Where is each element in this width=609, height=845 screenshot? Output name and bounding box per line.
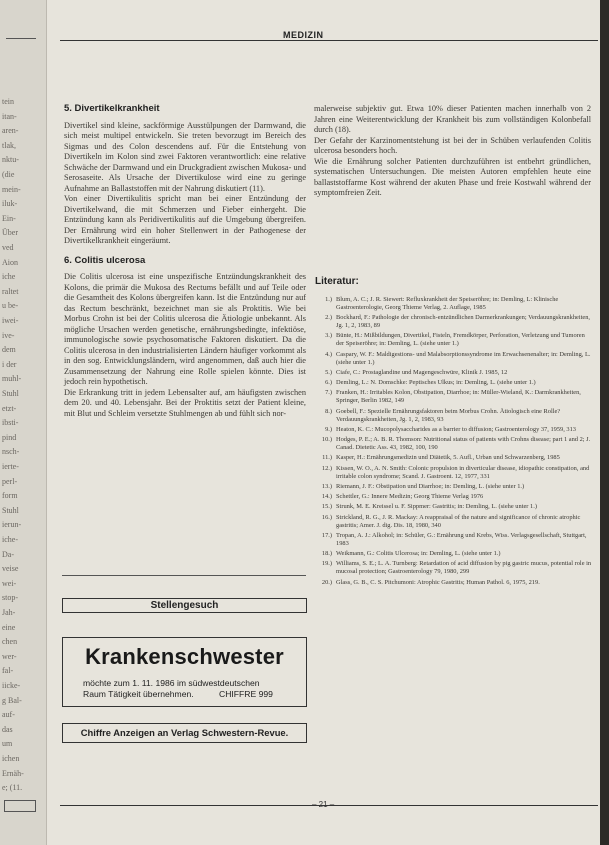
- ad-text-line: Raum Tätigkeit übernehmen.: [83, 689, 194, 699]
- reference-item: [314, 514, 592, 530]
- reference-text: Ciafe, C.: Prostaglandine und Magengeschwüre, Klinik J. 1985, 12: [336, 368, 508, 376]
- reference-item: [314, 369, 592, 377]
- reference-number: 3.): [325, 332, 332, 340]
- reference-item: [314, 532, 592, 548]
- reference-number: 5.): [325, 368, 332, 376]
- right-column: [314, 104, 591, 199]
- previous-page-text: Ein-: [2, 213, 16, 223]
- previous-page-text: iicke-: [2, 681, 21, 690]
- reference-item: [314, 436, 592, 452]
- reference-number: 9.): [325, 425, 332, 433]
- literature-heading: Literatur:: [315, 276, 359, 287]
- previous-page-text: auf-: [2, 710, 15, 720]
- reference-item: [314, 493, 592, 501]
- previous-page-text: (die: [2, 170, 15, 179]
- previous-page-text: nktu-: [2, 155, 19, 165]
- previous-page-text: ibsti-: [2, 418, 19, 428]
- previous-page-text: tein: [2, 97, 14, 106]
- previous-page-text: pind: [2, 432, 17, 442]
- paragraph: Divertikel sind kleine, sackförmige Ausstülpungen der Darmwand, die sich meist multipel entwickeln. Sie treten bevorzugt im Bereich des Sigmas und des Colon descendens auf. Für die Entstehung von Divertikeln im Kolon sind zwei Faktoren verantwortlich: eine relative Schwäche der Darmwand und ein Druckgradient zwischen Mukosa- und Serosaseite. Als Ursache der Divertikulose wird eine zu geringe Aufnahme an Ballaststoffen mit der Nahrung diskutiert (11).: [64, 120, 306, 193]
- reference-number: 12.): [321, 464, 332, 472]
- previous-page-text: raltet: [2, 286, 19, 296]
- reference-number: 1.): [325, 296, 332, 303]
- paragraph: Der Gefahr der Karzinomentstehung ist bei der in Schüben verlaufenden Colitis ulcerosa besonders hoch.: [314, 135, 591, 155]
- reference-text: Franken, H.: Irritables Kolon, Obstipation, Diarrhoe; in: Müller-Wieland, K.: Darmkrankheiten, Springer, Berlin 1982, 149: [336, 389, 581, 405]
- reference-number: 16.): [321, 513, 332, 521]
- previous-page-text: veise: [2, 564, 19, 574]
- previous-page-text: Da-: [2, 549, 14, 559]
- reference-item: [314, 314, 592, 330]
- reference-item: [314, 550, 592, 558]
- reference-number: 7.): [325, 389, 332, 397]
- previous-page-text: e; (11.: [2, 783, 23, 793]
- previous-page-text: Jah-: [2, 608, 16, 617]
- reference-item: [314, 296, 592, 312]
- left-column: [64, 104, 306, 419]
- previous-page-text: nsch-: [2, 447, 20, 457]
- divider: [6, 38, 36, 39]
- reference-text: Blum, A. C.; J. R. Siewert: Refluxkrankheit der Speiseröhre; in: Demling, L: Klinische Gastroenterologie, Georg Thieme Verlag, 2. Auflage, 1985: [336, 296, 559, 311]
- reference-number: 15.): [321, 503, 332, 511]
- reference-item: [314, 379, 592, 387]
- reference-item: [314, 503, 592, 511]
- reference-number: 17.): [321, 531, 332, 539]
- paragraph: malerweise subjektiv gut. Etwa 10% dieser Patienten machen innerhalb von 2 Jahren eine Weiterentwicklung der Krankheit bis zum vollständigen Kolonbefall durch (18).: [314, 104, 591, 134]
- reference-item: [314, 351, 592, 367]
- reference-text: Hodges, P. E.; A. B. R. Thomson: Nutritional status of patients with Crohns disease; part 1 and 2; J. Canad. Dietetic Ass. 43, 1982, 100, 190: [336, 436, 591, 452]
- reference-text: Caspary, W. F.: Maldigestions- und Malabsorptionssyndrome im Erwachsenenalter; in: Demling, L. (siehe unter 1.): [336, 350, 591, 366]
- previous-page-text: wer-: [2, 651, 17, 661]
- reference-item: [314, 426, 592, 434]
- previous-page-text: ierun-: [2, 520, 22, 530]
- reference-list: [314, 296, 592, 589]
- previous-page-text: eine: [2, 622, 16, 632]
- ad-footer: Chiffre Anzeigen an Verlag Schwestern-Revue.: [62, 723, 307, 743]
- previous-page-text: perl-: [2, 476, 18, 486]
- reference-item: [314, 560, 592, 576]
- reference-text: Riemann, J. F.: Obstipation und Diarrhoe; in: Demling, L. (siehe unter 1.): [336, 482, 525, 490]
- previous-page-text: um: [2, 739, 13, 749]
- previous-page-text: etzt-: [2, 403, 17, 413]
- reference-item: [314, 465, 592, 481]
- previous-page-text: stop-: [2, 593, 18, 603]
- divider: [4, 800, 36, 812]
- reference-text: Kissen, W. O., A. N. Smith: Colonic propulsion in diverticular disease, idiopathic constipation, and irritable colon syndrome; Scand. J. Gastroent. 12, 1977, 331: [336, 464, 590, 480]
- previous-page-text: itan-: [2, 111, 17, 121]
- reference-text: Kasper, H.: Ernährungsmedizin und Diätetik, 5. Aufl., Urban und Schwarzenberg, 1985: [336, 454, 560, 462]
- reference-number: 18.): [321, 550, 332, 558]
- reference-text: Schettler, G.: Innere Medizin; Georg Thieme Verlag 1976: [336, 493, 484, 501]
- previous-page-text: iche: [2, 272, 16, 282]
- reference-text: Bünte, H.: Mißbildungen, Divertikel, Fisteln, Fremdkörper, Perforation, Verletzung und Tumoren der Speiseröhre; in: Demling, L. (siehe unter 1.): [336, 332, 585, 348]
- previous-page-text: u be-: [2, 301, 19, 311]
- previous-page-text: ved: [2, 243, 14, 252]
- reference-text: Bockhard, F.: Pathologie der chronisch-entzündlichen Darmerkrankungen; Verdauungskrankheiten, Jg. 1, 2, 1983, 89: [336, 314, 591, 330]
- ad-text-line: möchte zum 1. 11. 1986 im südwestdeutschen: [83, 678, 260, 688]
- paragraph: Von einer Divertikulitis spricht man bei einer Entzündung der Divertikelwand, die mit Schmerzen und Fieber einhergeht. Die Entzündung kann als Peridivertikulitis auf die Umgebung übergreifen. Der Ernährung wird ein hoher Stellenwert in der Pathogenese der Divertikelkrankheit eingeräumt.: [64, 194, 306, 245]
- reference-text: Heaton, K. C.: Mucopolysaccharides as a barrier to diffusion; Gastroenterology 37, 1959, 313: [336, 425, 577, 433]
- section-5-title: 5. Divertikelkrankheit: [64, 103, 160, 114]
- reference-text: Demling, L.: N. Domschke: Peptisches Ulkus; in: Demling, L. (siehe unter 1.): [336, 379, 536, 387]
- previous-page-text: iwei-: [2, 316, 19, 325]
- ad-code: CHIFFRE 999: [219, 689, 273, 699]
- previous-page-text: ierte-: [2, 462, 19, 471]
- reference-item: [314, 389, 592, 405]
- reference-number: 2.): [325, 314, 332, 322]
- divider: [62, 575, 306, 576]
- reference-number: 8.): [325, 407, 332, 415]
- previous-page-text: Stuhl: [2, 505, 19, 515]
- ad-title: Krankenschwester: [85, 644, 284, 669]
- previous-page-edge: [0, 0, 47, 845]
- reference-item: [314, 483, 592, 491]
- reference-number: 19.): [321, 560, 332, 568]
- reference-text: Goebell, F.: Spezielle Ernährungsfaktoren beim Morbus Crohn. Ätiologisch eine Rolle? Verdauungskrankheiten, Jg. 1, 2, 1983, 93: [336, 407, 561, 423]
- ad-header: Stellengesuch: [62, 598, 307, 613]
- section-6-title: 6. Colitis ulcerosa: [64, 254, 146, 266]
- reference-number: 6.): [325, 379, 332, 387]
- reference-item: [314, 408, 592, 424]
- previous-page-text: iluk-: [2, 199, 18, 209]
- reference-item: [314, 332, 592, 348]
- previous-page-text: form: [2, 491, 18, 501]
- reference-number: 10.): [321, 436, 332, 444]
- reference-number: 13.): [321, 482, 332, 490]
- previous-page-text: i der: [2, 359, 17, 369]
- previous-page-text: Über: [2, 228, 18, 238]
- reference-item: [314, 454, 592, 462]
- previous-page-text: das: [2, 724, 13, 734]
- footer-rule: [60, 805, 598, 806]
- reference-number: 14.): [321, 493, 332, 501]
- previous-page-text: ive-: [2, 330, 15, 340]
- paragraph: Die Erkrankung tritt in jedem Lebensalter auf, am häufigsten zwischen dem 20. und 40. Lebensjahr. Bei der Proktitis setzt der Patient kleine, mit Blut und Schleim versetzte Stuhlmengen ab und fühlt sich nor-: [64, 387, 306, 418]
- reference-item: [314, 579, 592, 587]
- section-header: MEDIZIN: [283, 30, 324, 40]
- classified-ad: [62, 637, 307, 707]
- previous-page-text: Ernäh-: [2, 768, 24, 778]
- previous-page-text: wei-: [2, 578, 17, 588]
- reference-text: Glass, G. B., C. S. Pitchumoni: Atrophic Gastritis; Human Pathol. 6, 1975, 219.: [336, 578, 540, 586]
- previous-page-text: ichen: [2, 754, 20, 763]
- previous-page-text: muhl-: [2, 374, 22, 384]
- previous-page-text: Aion: [2, 257, 18, 267]
- paragraph: Wie die Ernährung solcher Patienten durchzuführen ist entbehrt gründlichen, systematischen Untersuchungen. Die meisten Autoren empfehlen heute eine ballaststoffarme Kost während der akuten Phase und freie Kostwahl während der symptomfreien Zeit.: [314, 156, 591, 197]
- paragraph: Die Colitis ulcerosa ist eine unspezifische Entzündungskrankheit des Kolons, die primär die Mukosa des Rectums befällt und auf Teile oder die Gesamtheit des Kolons übergreifen kann. Ist die Entzündung nur auf das Rectum beschränkt, bezeichnet man sie als Proktitis. Wie bei Morbus Crohn ist bei der Colitis ulcerosa die Ätiologie unbekannt. Als mögliche Ursachen werden genetische, ernährungsbedingte, infektiöse, immunologische sowie psychosomatische Faktoren diskutiert. Da die Colitis ulcerosa in den industrialisierten Ländern häufiger vorkommt als in den sog. Entwicklungsländern, wird angenommen, daß auch hier die Zusammensetzung der Nahrung eine Rolle spielen könnte. Dies ist jedoch rein hypothetisch.: [64, 272, 306, 386]
- reference-number: 20.): [321, 578, 332, 586]
- header-rule: [60, 40, 598, 41]
- reference-number: 11.): [322, 454, 332, 462]
- previous-page-text: iche-: [2, 535, 18, 544]
- reference-text: Strunk, M. E. Kreissel u. F. Sippmer: Gastritis; in: Demling, L. (siehe unter 1.): [336, 503, 537, 511]
- reference-number: 4.): [325, 350, 332, 358]
- previous-page-text: aren-: [2, 126, 19, 136]
- reference-text: Williams, S. E.; L. A. Turnberg: Retardation of acid diffusion by pig gastric mucus, potential role in mucosal protection; Gastroenterology 79, 1980, 299: [336, 560, 592, 576]
- previous-page-text: g Bal-: [2, 695, 22, 705]
- reference-text: Weikmann, G.: Colitis Ulcerosa; in: Demling, L. (siehe unter 1.): [336, 550, 501, 558]
- previous-page-text: mein-: [2, 184, 21, 194]
- previous-page-text: Stuhl: [2, 389, 19, 398]
- reference-text: Strickland, R. G., J. R. Mackay: A reappraisal of the nature and significance of chronic atrophic gastritis; Amer. J. dig. Dis. 18, 1980, 340: [336, 513, 581, 529]
- previous-page-text: dem: [2, 345, 16, 355]
- reference-text: Tropan, A. J.: Alkohol; in: Schüler, G.: Ernährung und Krebs, Wiss. Verlagsgesellschaft, Stuttgart, 1983: [336, 531, 587, 547]
- previous-page-text: fal-: [2, 666, 14, 676]
- page-number: – 21 –: [312, 800, 335, 809]
- previous-page-text: chen: [2, 637, 18, 647]
- previous-page-text: tlak,: [2, 140, 16, 150]
